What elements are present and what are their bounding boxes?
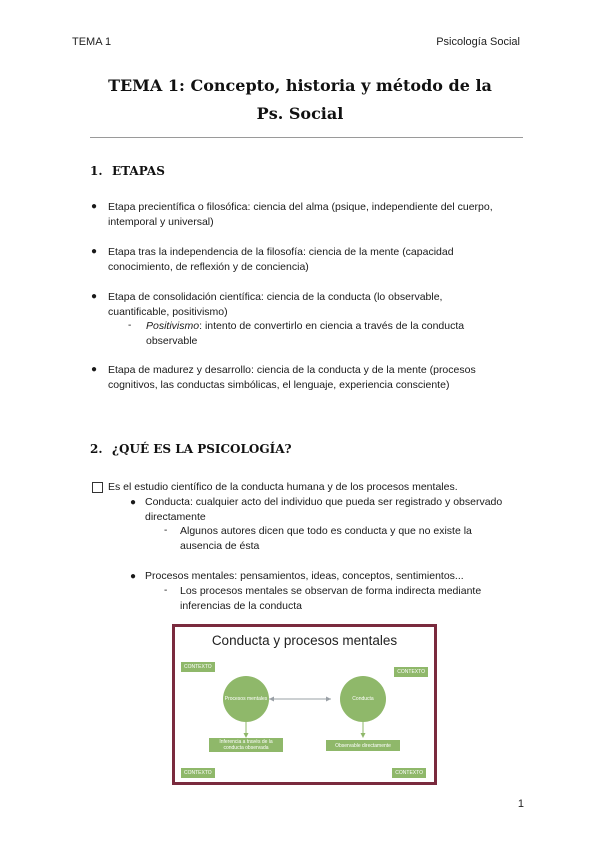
context-label-bottom-left: CONTEXTO (181, 768, 215, 778)
section-2-heading (90, 442, 292, 456)
section-1-number: 1. (90, 164, 103, 178)
section-2-title: ¿QUÉ ES LA PSICOLOGÍA? (112, 442, 292, 456)
sub-item-conducta: Algunos autores dicen que todo es conducta y que no existe la ausencia de ésta (180, 525, 472, 552)
header-left: TEMA 1 (72, 36, 112, 48)
sub-item-positivismo: Positivismo: intento de convertirlo en ciencia a través de la conducta observable (146, 320, 465, 347)
box-inferencia: Inferencia a través de la conducta observada (209, 738, 283, 752)
bullet-icon: ● (91, 291, 98, 302)
dash-icon: - (164, 585, 168, 596)
list-item: Etapa precientífica o filosófica: ciencia del alma (psique, independiente del cuerpo, intemporal y universal) (108, 201, 493, 228)
page-number: 1 (517, 798, 524, 810)
context-label-top-left: CONTEXTO (181, 662, 215, 672)
circle-conducta: Conducta (340, 676, 386, 722)
box-observable: Observable directamente (326, 740, 400, 751)
arrow-head-right-icon (326, 697, 331, 702)
section-2-number: 2. (90, 442, 103, 456)
arrow-head-left-icon (269, 697, 274, 702)
section-1-heading (90, 164, 165, 178)
title-line-2: Ps. Social (256, 104, 344, 123)
title-divider (90, 137, 523, 138)
list-item-conducta: Conducta: cualquier acto del individuo que pueda ser registrado y observado directamente (145, 496, 503, 523)
diagram-arrows (175, 627, 434, 782)
title-line-1: TEMA 1: Concepto, historia y método de la (108, 76, 492, 95)
bullet-icon: ● (91, 364, 98, 375)
circle-procesos-mentales: Procesos mentales (223, 676, 269, 722)
list-item-procesos: Procesos mentales: pensamientos, ideas, conceptos, sentimientos... (145, 570, 464, 582)
diagram-conducta-procesos (172, 624, 437, 785)
list-item: Etapa de madurez y desarrollo: ciencia de la conducta y de la mente (procesos cognitivos, las conductas simbólicas, el lenguaje, experiencia consciente) (108, 364, 476, 391)
list-item: Etapa tras la independencia de la filosofía: ciencia de la mente (capacidad conocimiento, de reflexión y de conciencia) (108, 246, 454, 273)
arrow-down-right-icon (361, 733, 366, 738)
diagram-title: Conducta y procesos mentales (211, 633, 398, 648)
bullet-icon: ● (130, 571, 137, 582)
header-right: Psicología Social (436, 36, 520, 48)
sub-item-procesos: Los procesos mentales se observan de forma indirecta mediante inferencias de la conducta (180, 585, 482, 612)
context-label-bottom-right: CONTEXTO (392, 768, 426, 778)
bullet-icon: ● (91, 201, 98, 212)
bullet-icon: ● (91, 246, 98, 257)
context-label-top-right: CONTEXTO (394, 667, 428, 677)
dash-icon: - (128, 320, 132, 331)
list-item: Etapa de consolidación científica: ciencia de la conducta (lo observable, cuantificable, positivismo) (108, 291, 443, 318)
checkbox-text: Es el estudio científico de la conducta humana y de los procesos mentales. (108, 481, 458, 493)
dash-icon: - (164, 525, 168, 536)
section-1-title: ETAPAS (112, 164, 165, 178)
bullet-icon: ● (130, 497, 137, 508)
checkbox-icon[interactable] (92, 482, 103, 493)
